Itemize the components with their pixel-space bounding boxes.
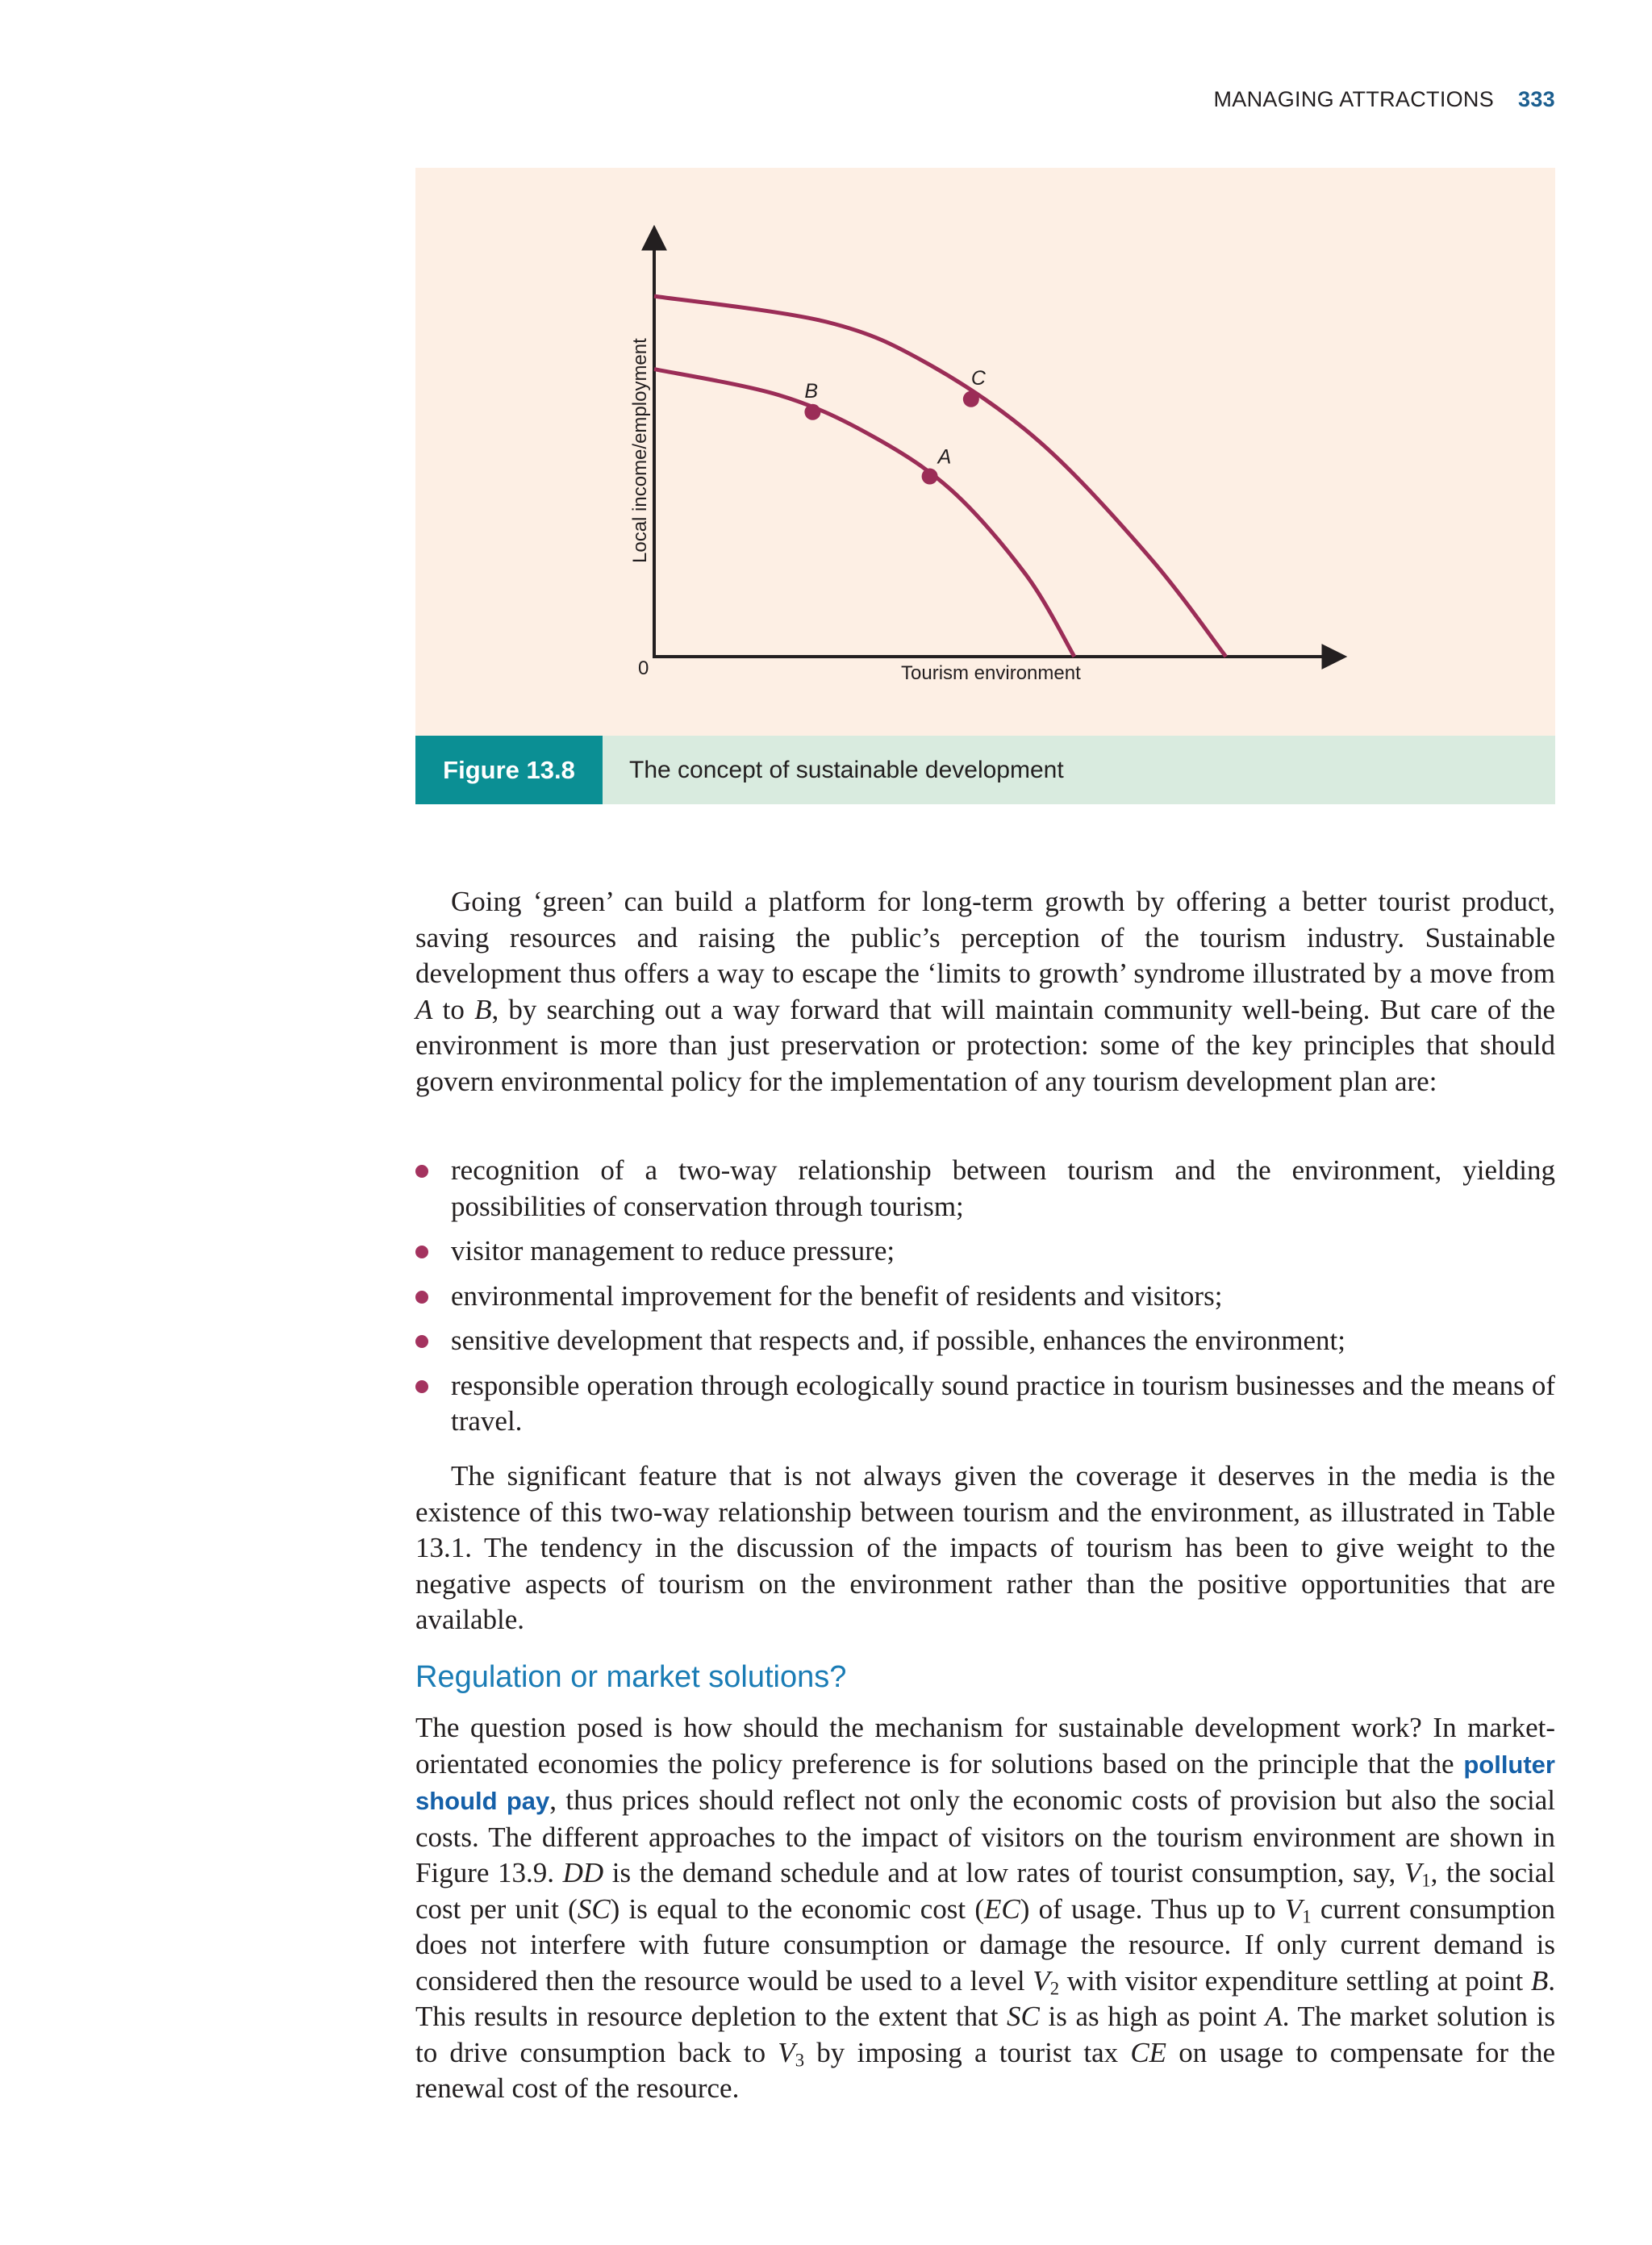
p3-var-ce: CE bbox=[1130, 2036, 1167, 2068]
bullet-dot-icon bbox=[415, 1165, 428, 1178]
y-axis-label: Local income/employment bbox=[629, 338, 651, 563]
p3-var-v: V bbox=[778, 2036, 795, 2068]
list-item-text: recognition of a two-way relationship between tourism and the environment, yielding possibilities of conservation through tourism; bbox=[451, 1154, 1555, 1222]
p3-sub: 3 bbox=[795, 2050, 805, 2071]
list-item bbox=[415, 1368, 1555, 1440]
list-item bbox=[415, 1153, 1555, 1225]
p3-text: by imposing a tourist tax bbox=[804, 2036, 1131, 2068]
bullet-dot-icon bbox=[415, 1335, 428, 1348]
p3-text: with visitor expenditure settling at point bbox=[1059, 1964, 1531, 1997]
bullet-dot-icon bbox=[415, 1246, 428, 1258]
running-head bbox=[1214, 87, 1555, 112]
principles-list bbox=[415, 1153, 1555, 1449]
p3-text: . The market solution is to drive consumption back to bbox=[415, 2001, 1556, 2068]
page-number: 333 bbox=[1518, 87, 1555, 111]
point-b-marker bbox=[804, 404, 820, 420]
p3-text: , the social cost per unit ( bbox=[415, 1857, 1555, 1925]
p3-var-v: V bbox=[1284, 1892, 1303, 1925]
figure-caption-text: The concept of sustainable development bbox=[629, 757, 1064, 783]
paragraph-3 bbox=[415, 1710, 1555, 2107]
p1-text: Going ‘green’ can build a platform for long-term growth by offering a better tourist product, saving resources and raising the public’s perception of the tourism industry. Sustainable development thus offers a way to escape the ‘limits to growth’ syndrome illustrated by a move from bbox=[415, 886, 1555, 989]
point-a-marker bbox=[922, 469, 938, 485]
x-axis-label: Tourism environment bbox=[901, 662, 1081, 684]
p3-text: on usage to compensate for the renewal cost of the resource. bbox=[415, 2036, 1555, 2104]
point-a-label: A bbox=[937, 445, 952, 469]
p3-var-v: V bbox=[1032, 1964, 1050, 1997]
p3-var-a: A bbox=[1265, 2001, 1283, 2032]
figure-caption bbox=[415, 736, 1555, 804]
paragraph-2: The significant feature that is not always given the coverage it deserves in the media is the existence of this two-way relationship between tourism and the environment, as illustrated in Table 13.1. The tendency in the discussion of the impacts of tourism has been to give weight to the negative aspects of tourism on the environment rather than the positive opportunities that are available. bbox=[415, 1460, 1555, 1635]
sustainable-development-chart bbox=[415, 168, 1555, 737]
running-title: MANAGING ATTRACTIONS bbox=[1213, 87, 1495, 111]
p3-text: The question posed is how should the mechanism for sustainable development work? In market-orientated economies the policy preference is for solutions based on the principle that the bbox=[415, 1712, 1555, 1780]
p1-text: to bbox=[432, 993, 475, 1025]
key-term: polluter should pay bbox=[415, 1750, 1555, 1815]
bullet-dot-icon bbox=[415, 1291, 428, 1304]
origin-label: 0 bbox=[638, 657, 649, 679]
list-item-text: responsible operation through ecologically sound practice in tourism businesses and the means of travel. bbox=[451, 1369, 1555, 1437]
point-c-label: C bbox=[970, 366, 986, 390]
p3-var-v: V bbox=[1404, 1857, 1422, 1888]
p1-var-a: A bbox=[415, 993, 433, 1025]
point-b-label: B bbox=[804, 379, 819, 403]
p1-var-b: B bbox=[474, 993, 492, 1025]
list-item-text: environmental improvement for the benefit of residents and visitors; bbox=[451, 1279, 1223, 1312]
p3-text: . This results in resource depletion to the extent that bbox=[415, 1964, 1556, 2032]
p3-text: is the demand schedule and at low rates of tourist consumption, say, bbox=[603, 1857, 1404, 1888]
p3-text: current consumption does not interfere with future consumption or damage the resource. If only current demand is considered then the resource would be used to a level bbox=[415, 1892, 1555, 1997]
figure-label: Figure 13.8 bbox=[415, 736, 603, 804]
list-item bbox=[415, 1279, 1555, 1315]
inner-frontier-curve bbox=[654, 366, 1074, 657]
p3-var-ec: EC bbox=[984, 1892, 1020, 1925]
figure-panel bbox=[415, 168, 1555, 737]
outer-frontier-curve bbox=[654, 296, 1226, 657]
list-item bbox=[415, 1323, 1555, 1359]
paragraph-1 bbox=[415, 884, 1555, 1100]
p3-sub: 1 bbox=[1302, 1906, 1312, 1927]
p3-var-sc: SC bbox=[1007, 2001, 1040, 2032]
list-item-text: visitor management to reduce pressure; bbox=[451, 1235, 895, 1266]
p3-text: is as high as point bbox=[1039, 2001, 1266, 2032]
p3-sub: 1 bbox=[1421, 1870, 1431, 1891]
p3-text: ) of usage. Thus up to bbox=[1020, 1892, 1285, 1925]
list-item bbox=[415, 1233, 1555, 1270]
section-heading: Regulation or market solutions? bbox=[415, 1660, 847, 1694]
p1-text: , by searching out a way forward that will maintain community well-being. But care of the environment is more than just preservation or protection: some of the key principles that should govern environmental policy for the implementation of any tourism development plan are: bbox=[415, 993, 1555, 1097]
bullet-dot-icon bbox=[415, 1380, 428, 1393]
p3-text: , thus prices should reflect not only the economic costs of provision but also the social costs. The different approaches to the impact of visitors on the tourism environment are shown in Figure 13.9. bbox=[415, 1784, 1555, 1888]
p3-text: ) is equal to the economic cost ( bbox=[610, 1892, 985, 1925]
p3-var-sc: SC bbox=[577, 1892, 611, 1925]
p3-var-b: B bbox=[1530, 1964, 1549, 1997]
point-c-marker bbox=[963, 391, 979, 407]
p3-sub: 2 bbox=[1049, 1978, 1060, 1999]
p3-var-dd: DD bbox=[562, 1857, 604, 1888]
list-item-text: sensitive development that respects and, if possible, enhances the environment; bbox=[451, 1325, 1345, 1356]
